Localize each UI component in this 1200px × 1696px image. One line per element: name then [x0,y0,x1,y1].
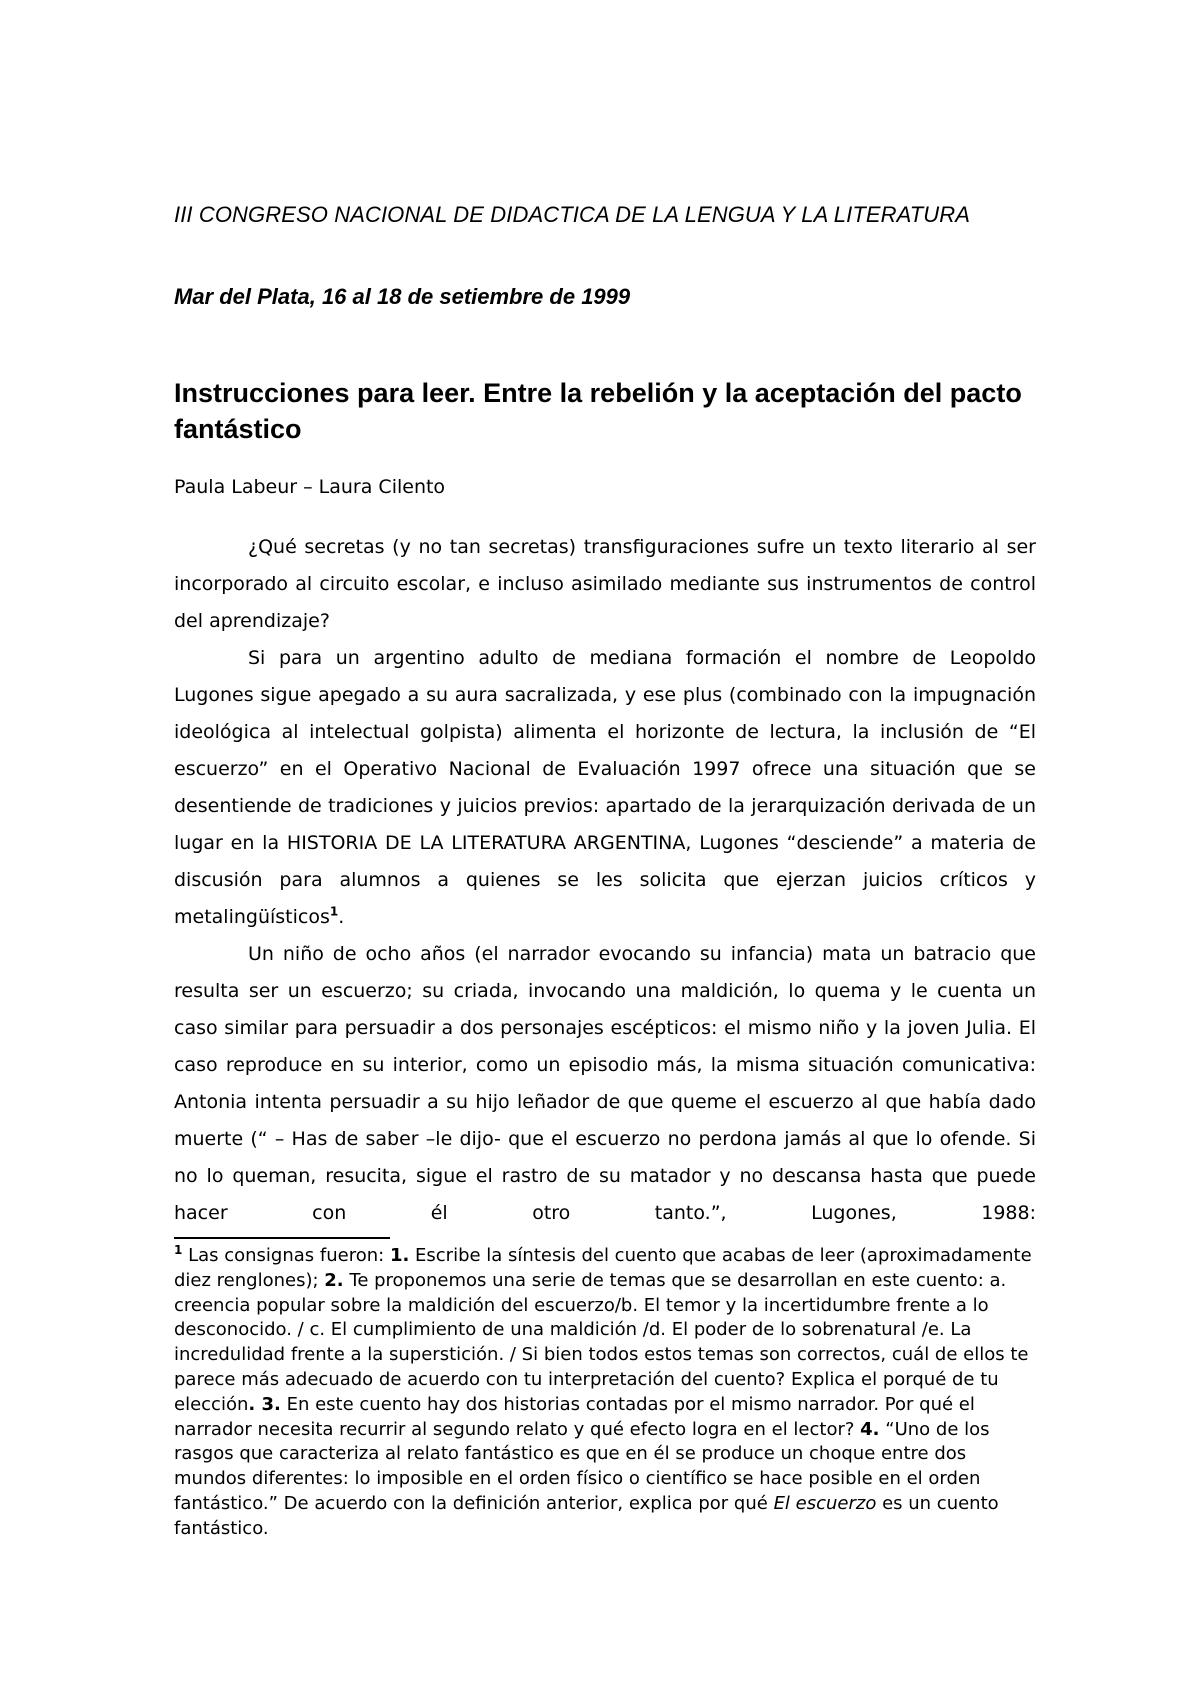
footnote-reference: 1 [329,904,339,919]
paragraph-2 [174,640,1036,936]
footnote-item-1-number: 1. [389,1245,410,1266]
footnote-item-4-text: “Uno de los rasgos que caracteriza al relato fantástico es que en él se produce un choque entre dos mundos diferentes: lo imposible en el orden físico o científico se hace posible en el orden fantástico.” De acuerdo con la definición anterior, explica por qué [174,1418,990,1514]
footnote-item-4-number: 4. [860,1418,880,1440]
paragraph-2-end: . [338,906,345,928]
footnote-work-title: El escuerzo [773,1492,877,1514]
paragraph-3: Un niño de ocho años (el narrador evocando su infancia) mata un batracio que resulta ser un escuerzo; su criada, invocando una maldición, lo quema y le cuenta un caso similar para persuadir a dos personajes escépticos: el mismo niño y la joven Julia. El caso reproduce en su interior, como un episodio más, la misma situación comunicativa: Antonia intenta persuadir a su hijo leñador de que queme el escuerzo al que había dado muerte (“ – Has de saber –le dijo- que el escuerzo no perdona jamás al que lo ofende. Si no lo queman, resucita, sigue el rastro de su matador y no descansa hasta que puede hacer con él otro tanto.”, Lugones, 1988: [174,943,1036,1224]
paragraph-1: ¿Qué secretas (y no tan secretas) transfiguraciones sufre un texto literario al ser incorporado al circuito escolar, e incluso asimilado mediante sus instrumentos de control del aprendizaje? [174,536,1036,632]
footnote-item-3-number: 3. [261,1393,281,1415]
footnote-item-3-text: En este cuento hay dos historias contadas por el mismo narrador. Por qué el narrador necesita recurrir al segundo relato y qué efecto logra en el lector? [174,1393,975,1440]
footnote-item-2-text: Te proponemos una serie de temas que se desarrollan en este cuento: a. creencia popular sobre la maldición del escuerzo/b. El temor y la incertidumbre frente a lo desconocido. / c. El cumplimiento de una maldición /d. El poder de lo sobrenatural /e. La incredulidad frente a la superstición. / Si bien todos estos temas son correctos, cuál de ellos te parece más adecuado de acuerdo con tu interpretación del cuento? Explica el porqué de tu elección [174,1269,1029,1415]
conference-date-place: Mar del Plata, 16 al 18 de setiembre de 1999 [174,284,631,309]
conference-title: III CONGRESO NACIONAL DE DIDACTICA DE LA LENGUA Y LA LITERATURA [174,202,971,227]
footnote-separator [174,1237,390,1239]
footnote-intro: Las consignas fueron: [182,1245,390,1266]
footnote-item-2-period: . [248,1393,262,1415]
footnote-item-4-end: es un cuento fantástico. [174,1492,999,1539]
article-authors: Paula Labeur – Laura Cilento [174,476,446,498]
paragraph-2-text: Si para un argentino adulto de mediana formación el nombre de Leopoldo Lugones sigue apegado a su aura sacralizada, y ese plus (combinado con la impugnación ideológica al intelectual golpista) alimenta el horizonte de lectura, la inclusión de “El escuerzo” en el Operativo Nacional de Evaluación 1997 ofrece una situación que se desentiende de tradiciones y juicios previos: apartado de la jerarquización derivada de un lugar en la HISTORIA DE LA LITERATURA ARGENTINA, Lugones “desciende” a materia de discusión para alumnos a quienes se les solicita que ejerzan juicios críticos y metalingüísticos [174,647,1036,928]
footnote-number: 1 [174,1243,183,1257]
article-body [174,529,1036,1232]
footnote-item-2-number: 2. [324,1269,344,1291]
article-title: Instrucciones para leer. Entre la rebelión y la aceptación del pacto fantástico [174,378,1022,444]
footnote-item-1-text: Escribe la síntesis del cuento que acabas de leer (aproximadamente diez renglones); [174,1245,1032,1291]
footnote [174,1244,1036,1542]
